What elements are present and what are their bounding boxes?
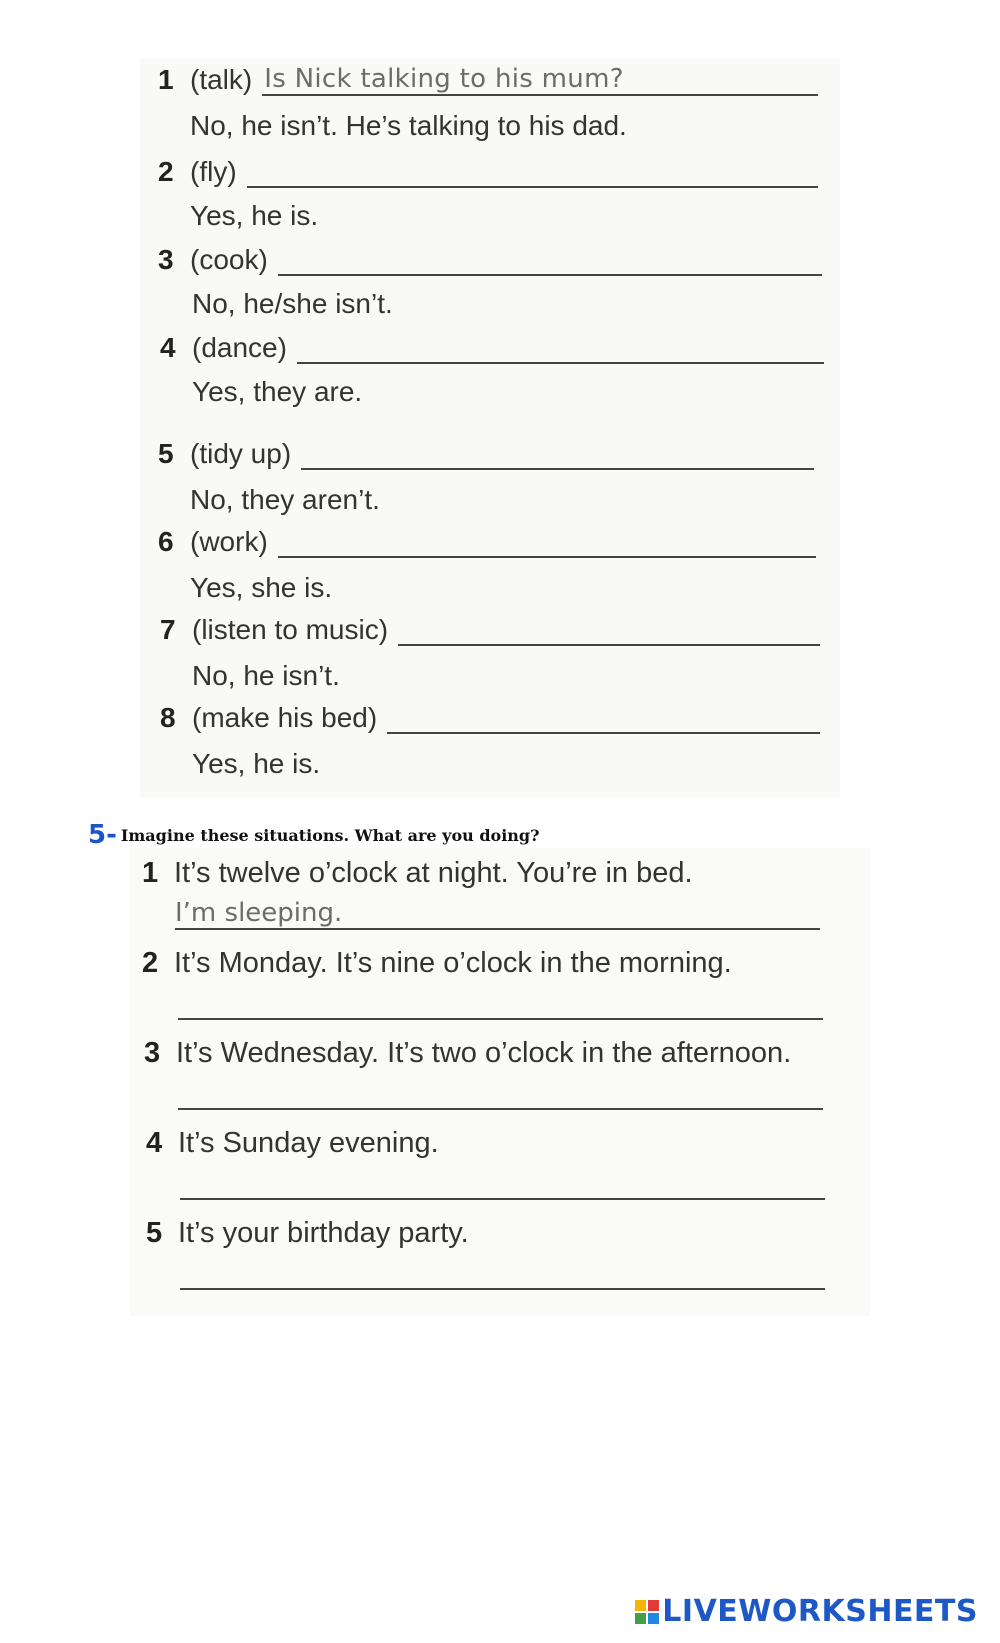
exercise-b-heading: [88, 820, 539, 850]
item-number: 5: [158, 438, 174, 469]
question-row-6: [158, 526, 816, 558]
item-number: 3: [158, 244, 174, 275]
given-answer-1: No, he isn’t. He’s talking to his dad.: [190, 110, 627, 141]
situation-answer-input-2[interactable]: [178, 988, 823, 1020]
logo-block: [635, 1600, 646, 1611]
answer-input-8[interactable]: [387, 702, 820, 734]
item-number: 1: [158, 64, 174, 95]
exercise-number: 5-: [88, 820, 117, 850]
given-answer-5: No, they aren’t.: [190, 484, 380, 515]
answer-input-5[interactable]: [301, 438, 814, 470]
item-number: 8: [160, 702, 176, 733]
verb-prompt: (work): [190, 526, 268, 557]
answer-input-3[interactable]: [278, 244, 822, 276]
situation-answer-input-4[interactable]: [180, 1168, 825, 1200]
given-answer-3: No, he/she isn’t.: [192, 288, 393, 319]
answer-input-6[interactable]: [278, 526, 816, 558]
verb-prompt: (dance): [192, 332, 287, 363]
item-number: 6: [158, 526, 174, 557]
situation-text: It’s your birthday party.: [178, 1217, 469, 1249]
situation-row-2: [142, 946, 732, 980]
logo-text: LIVEWORKSHEETS: [662, 1594, 978, 1629]
given-answer-4: Yes, they are.: [192, 376, 363, 407]
question-row-4: [160, 332, 824, 364]
answer-input-2[interactable]: [247, 156, 818, 188]
logo-block: [648, 1600, 659, 1611]
item-number: 3: [144, 1037, 161, 1069]
situation-row-1: [142, 856, 693, 890]
given-answer-2: Yes, he is.: [190, 200, 319, 231]
situation-row-3: [144, 1036, 791, 1070]
situation-answer-input-5[interactable]: [180, 1258, 825, 1290]
liveworksheets-logo: [635, 1594, 978, 1629]
logo-block: [635, 1613, 646, 1624]
logo-block: [648, 1613, 659, 1624]
situation-row-5: [146, 1216, 469, 1250]
given-answer-6: Yes, she is.: [190, 572, 333, 603]
situation-text: It’s Monday. It’s nine o’clock in the morning.: [174, 947, 732, 979]
item-number: 2: [142, 947, 159, 979]
situation-answer-input-1[interactable]: I’m sleeping.: [175, 898, 820, 930]
situation-row-4: [146, 1126, 439, 1160]
question-row-5: [158, 438, 814, 470]
given-answer-7: No, he isn’t.: [192, 660, 340, 691]
item-number: 4: [146, 1127, 163, 1159]
answer-input-1[interactable]: Is Nick talking to his mum?: [262, 64, 818, 96]
situation-answer-input-3[interactable]: [178, 1078, 823, 1110]
exercise-instruction: Imagine these situations. What are you doing?: [120, 825, 540, 845]
item-number: 1: [142, 857, 159, 889]
verb-prompt: (listen to music): [192, 614, 389, 645]
verb-prompt: (fly): [190, 156, 237, 187]
question-row-2: [158, 156, 818, 188]
situation-text: It’s Wednesday. It’s two o’clock in the afternoon.: [176, 1037, 792, 1069]
item-number: 7: [160, 614, 176, 645]
item-number: 4: [160, 332, 176, 363]
item-number: 2: [158, 156, 174, 187]
logo-blocks-icon: [635, 1600, 659, 1624]
question-row-1: [158, 64, 818, 96]
situation-text: It’s twelve o’clock at night. You’re in bed.: [174, 857, 693, 889]
verb-prompt: (talk): [190, 64, 253, 95]
question-row-8: [160, 702, 820, 734]
given-answer-8: Yes, he is.: [192, 748, 321, 779]
question-row-3: [158, 244, 822, 276]
item-number: 5: [146, 1217, 163, 1249]
answer-input-7[interactable]: [398, 614, 820, 646]
verb-prompt: (cook): [190, 244, 268, 275]
situation-text: It’s Sunday evening.: [178, 1127, 439, 1159]
verb-prompt: (make his bed): [192, 702, 378, 733]
question-row-7: [160, 614, 820, 646]
answer-input-4[interactable]: [297, 332, 824, 364]
verb-prompt: (tidy up): [190, 438, 292, 469]
